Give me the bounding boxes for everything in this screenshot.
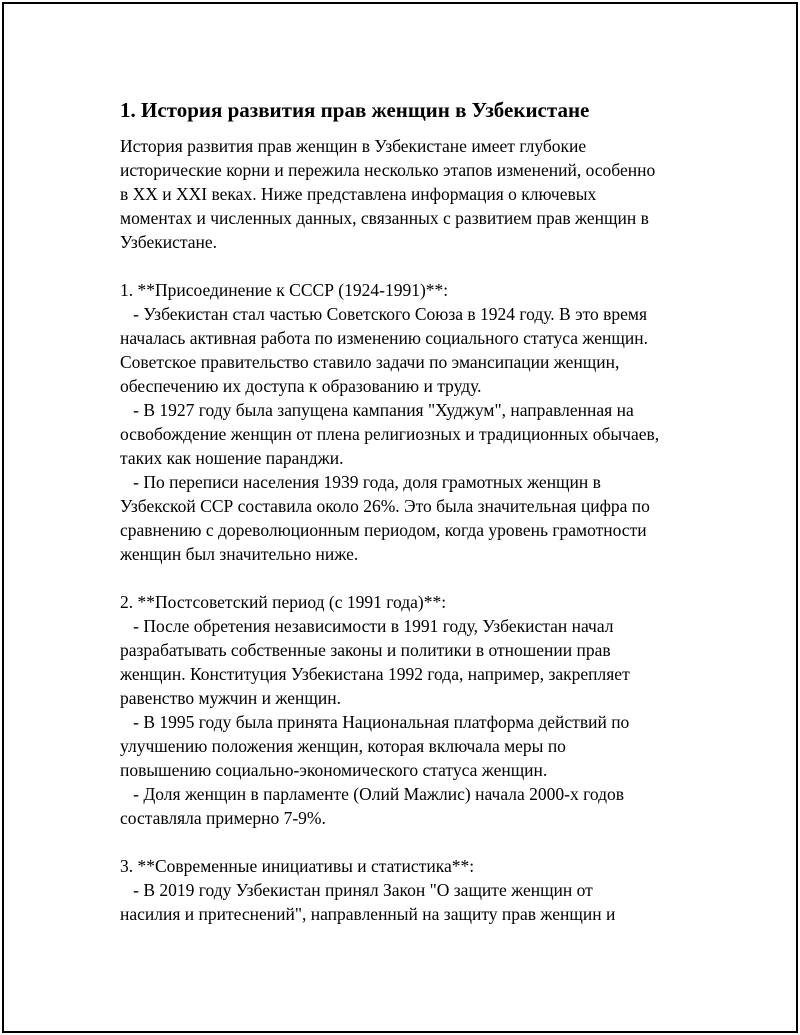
section-modern: 3. **Современные инициативы и статистика**: - В 2019 году Узбекистан принял Закон "О защите женщин от насилия и притеснений", направленный на защиту прав женщин и (120, 856, 616, 924)
section-ussr: 1. **Присоединение к СССР (1924-1991)**: - Узбекистан стал частью Советского Союза в 1924 году. В это время началась активная работа по изменению социального статуса женщин. Советское правительство ставило задачи по эмансипации женщин, обеспечению их доступа к образованию и труду. - В 1927 году была запущена кампания "Худжум", направленная на освобождение женщин от плена религиозных и традиционных обычаев, таких как ношение паранджи. - По переписи населения 1939 года, доля грамотных женщин в Узбекской ССР составила около 26%. Это была значительная цифра по сравнению с дореволюционным периодом, когда уровень грамотности женщин был значительно ниже. (120, 280, 660, 564)
document-page (2, 2, 798, 1033)
document-content (120, 96, 700, 926)
document-title: 1. История развития прав женщин в Узбекистане (120, 98, 590, 122)
section-post-soviet: 2. **Постсоветский период (с 1991 года)**: - После обретения независимости в 1991 году, Узбекистан начал разрабатывать собственные законы и политики в отношении прав женщин. Конституция Узбекистана 1992 года, например, закрепляет равенство мужчин и женщин. - В 1995 году была принята Национальная платформа действий по улучшению положения женщин, которая включала меры по повышению социально-экономического статуса женщин. - Доля женщин в парламенте (Олий Мажлис) начала 2000-х годов составляла примерно 7-9%. (120, 592, 630, 828)
intro-paragraph: История развития прав женщин в Узбекистане имеет глубокие исторические корни и пережила несколько этапов изменений, особенно в XX и XXI веках. Ниже представлена информация о ключевых моментах и численных данных, связанных с развитием прав женщин в Узбекистане. (120, 136, 656, 252)
